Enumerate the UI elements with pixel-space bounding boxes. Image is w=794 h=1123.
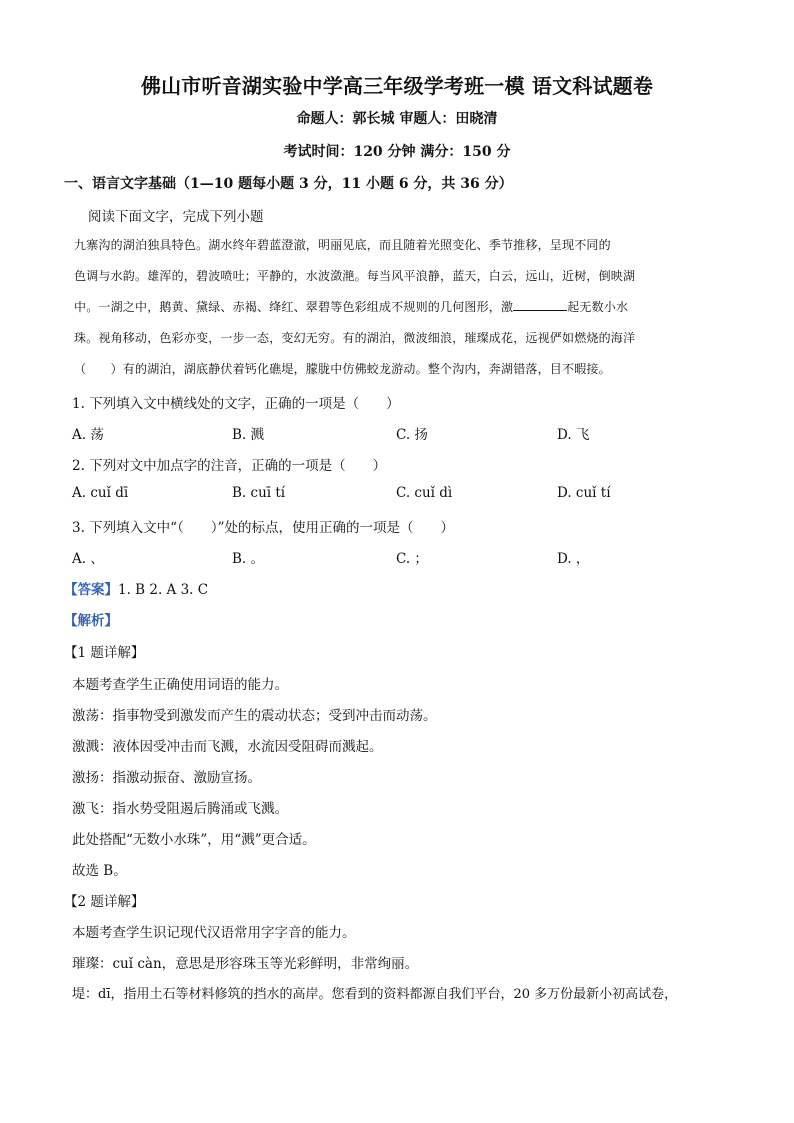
q1-option-c: C. 扬	[396, 427, 428, 443]
q1-stem: 1. 下列填入文中横线处的文字，正确的一项是（ ）	[72, 396, 400, 412]
passage-line-3	[74, 298, 628, 315]
detail-1-line-7: 故选 B。	[72, 863, 127, 879]
detail-1-line-4: 激扬：指激动振奋、激励宣扬。	[72, 770, 261, 786]
passage-line-4: 珠。视角移动，色彩亦变，一步一态，变幻无穷。有的湖泊，微波细浪，璀璨成花，远视俨如燃烧的海洋	[74, 331, 636, 345]
detail-2-line-1: 本题考查学生识记现代汉语常用字字音的能力。	[72, 925, 356, 941]
setter-line: 命题人：郭长城 审题人：田晓清	[296, 111, 498, 127]
passage-line-2: 色调与水韵。雄浑的，碧波喷吐；平静的，水波潋滟。每当风平浪静，蓝天，白云，远山，近树，倒映湖	[74, 269, 636, 283]
passage-line-5: （ ）有的湖泊，湖底静伏着钙化礁堤，朦胧中仿佛蛟龙游动。整个沟内，奔湖错落，目不暇接。	[74, 362, 611, 376]
detail-1-heading: 【1 题详解】	[64, 645, 145, 661]
q2-option-a: A. cuǐ dī	[72, 485, 129, 501]
exam-info: 考试时间：120 分钟 满分：150 分	[283, 144, 511, 160]
detail-1-line-1: 本题考查学生正确使用词语的能力。	[72, 677, 288, 693]
q3-option-a: A. 、	[72, 551, 104, 567]
detail-1-line-5: 激飞：指水势受阻遏后腾涌或飞溅。	[72, 801, 288, 817]
q1-option-a: A. 荡	[72, 427, 104, 443]
fill-blank	[513, 298, 567, 311]
answer-line	[64, 578, 208, 598]
doc-title: 佛山市听音湖实验中学高三年级学考班一模 语文科试题卷	[140, 74, 654, 98]
q3-option-c: C. ；	[396, 551, 428, 567]
q3-option-b: B. 。	[232, 551, 265, 567]
q2-option-b: B. cuī tí	[232, 485, 286, 501]
q2-stem: 2. 下列对文中加点字的注音，正确的一项是（ ）	[72, 458, 387, 474]
passage-line-1: 九寨沟的湖泊独具特色。湖水终年碧蓝澄澈，明丽见底，而且随着光照变化、季节推移，呈现不同的	[74, 238, 611, 252]
answer-tag: 【答案】	[64, 582, 118, 598]
q1-option-d: D. 飞	[557, 427, 590, 443]
passage-line-3b: 起无数小水	[567, 300, 629, 314]
detail-1-line-3: 激溅：液体因受冲击而飞溅，水流因受阻碍而溅起。	[72, 739, 383, 755]
analysis-tag: 【解析】	[64, 613, 118, 629]
detail-2-heading: 【2 题详解】	[64, 894, 145, 910]
q2-option-d: D. cuǐ tí	[557, 485, 611, 501]
q3-option-d: D. ，	[557, 551, 590, 567]
detail-2-line-2: 璀璨：cuǐ càn，意思是形容珠玉等光彩鲜明，非常绚丽。	[72, 956, 419, 972]
detail-1-line-2: 激荡：指事物受到激发而产生的震动状态；受到冲击而动荡。	[72, 708, 437, 724]
detail-2-line-3: 堤：dī，指用土石等材料修筑的挡水的高岸。您看到的资料都源自我们平台，20 多万份最新小初高试卷，	[72, 987, 678, 1002]
q2-option-c: C. cuǐ dì	[396, 485, 453, 501]
reading-instruction: 阅读下面文字，完成下列小题	[88, 209, 264, 225]
passage-line-3a: 中。一湖之中，鹅黄、黛绿、赤褐、绛红、翠碧等色彩组成不规则的几何图形，激	[74, 300, 514, 314]
section-heading: 一、语言文字基础（1—10 题每小题 3 分，11 小题 6 分，共 36 分）	[64, 176, 513, 192]
answer-text: 1. B 2. A 3. C	[118, 582, 209, 598]
q1-option-b: B. 溅	[232, 427, 265, 443]
detail-1-line-6: 此处搭配“无数小水珠”，用“溅”更合适。	[72, 832, 316, 848]
q3-stem: 3. 下列填入文中“（ ）”处的标点，使用正确的一项是（ ）	[72, 520, 454, 536]
